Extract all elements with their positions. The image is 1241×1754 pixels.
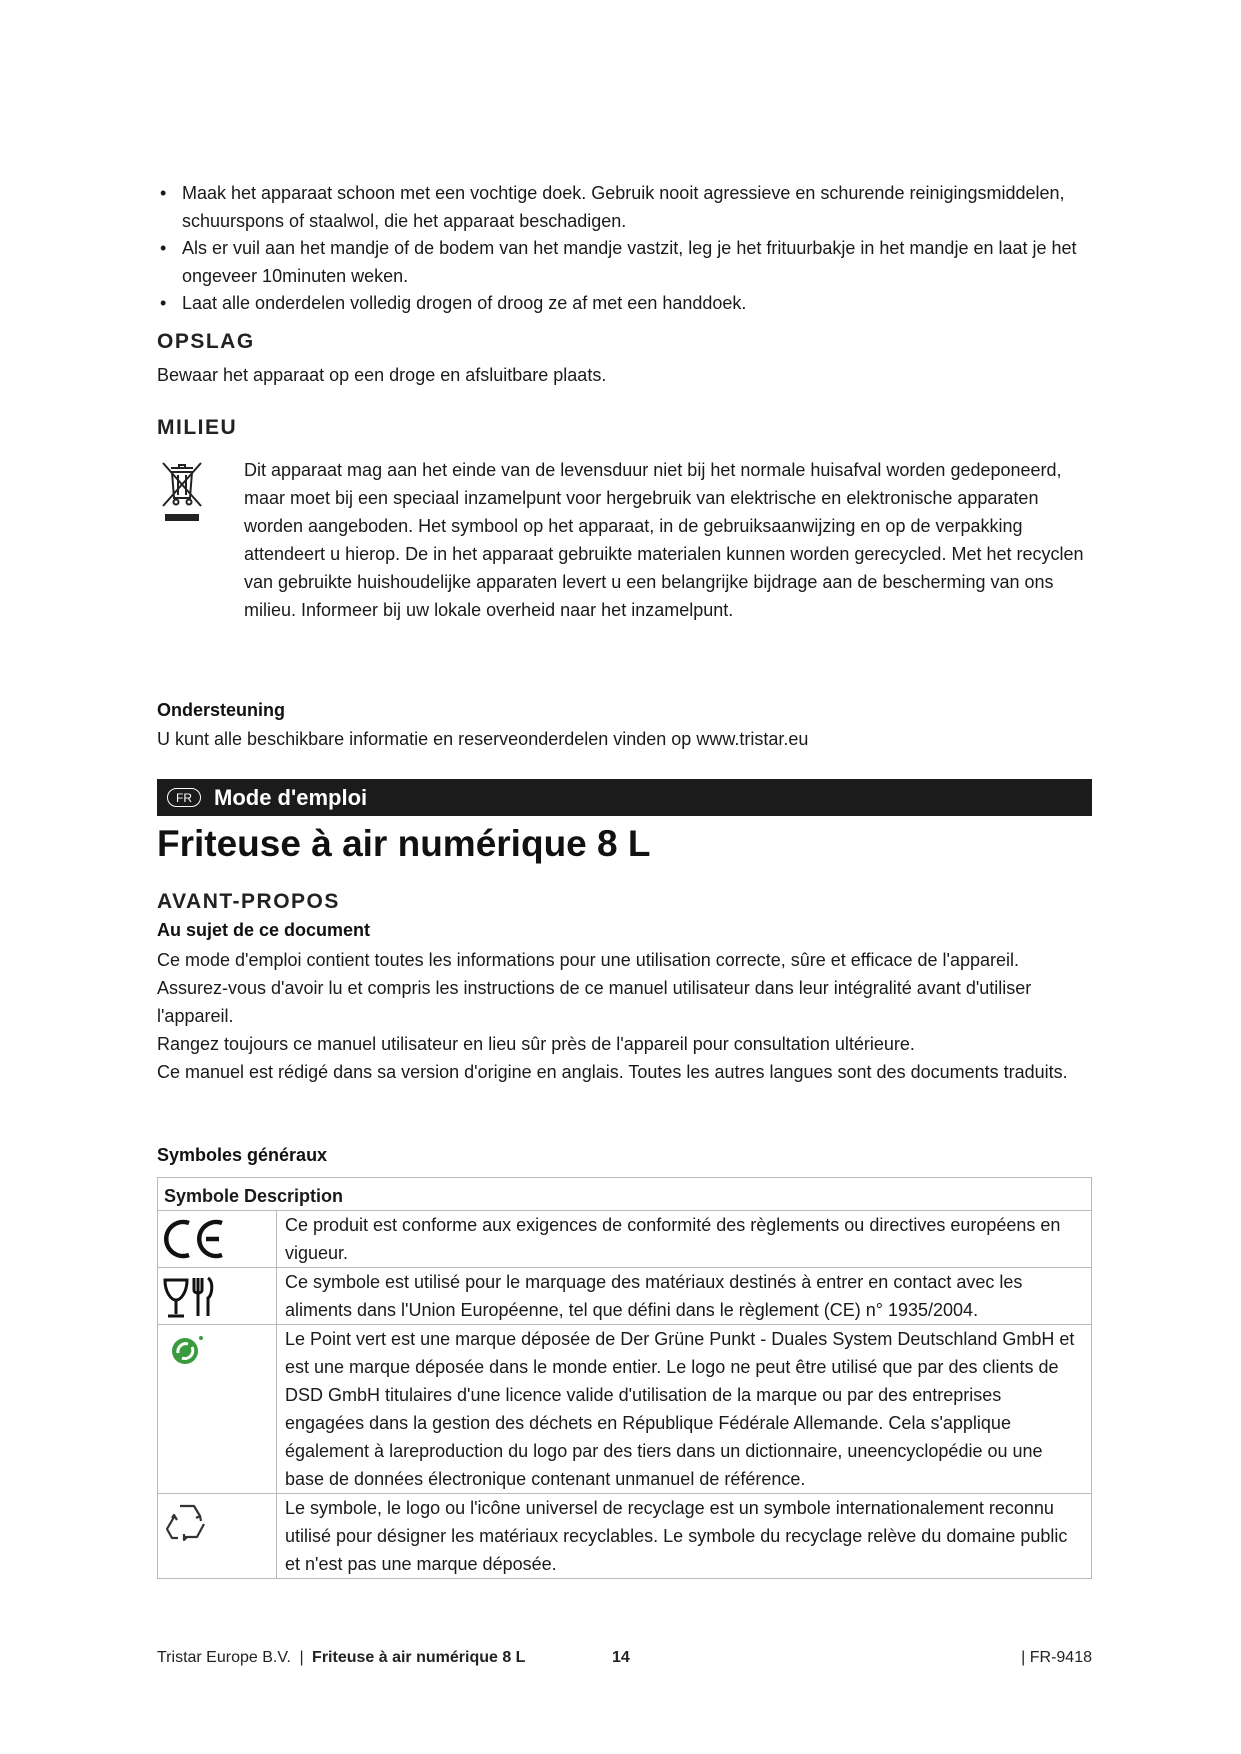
milieu-text: Dit apparaat mag aan het einde van de levensduur niet bij het normale huisafval worden gedeponeerd, maar moet bij een speciaal inzamelpunt voor hergebruik van elektrische en elektronische apparaten worden aangeboden. Het symbool op het apparaat, in de gebruiksaanwijzing en op de verpakking attendeert u hierop. De in het apparaat gebruikte materialen kunnen worden gerecycled. Met het recyclen van gebruikte huishoudelijke apparaten levert u een belangrijke bijdrage aan de bescherming van ons milieu. Informeer bij uw lokale overheid naar het inzamelpunt. (244, 460, 1084, 620)
cleaning-bullet-list (157, 180, 1092, 318)
symbol-cell (158, 1268, 277, 1325)
paragraph: Ce manuel est rédigé dans sa version d'origine en anglais. Toutes les autres langues sont des documents traduits. (157, 1062, 1068, 1082)
footer-left (157, 1648, 525, 1668)
support-text: U kunt alle beschikbare informatie en reserveonderdelen vinden op www.tristar.eu (157, 729, 809, 749)
description-cell: Ce symbole est utilisé pour le marquage des matériaux destinés à entrer en contact avec les aliments dans l'Union Européenne, tel que défini dans le règlement (CE) n° 1935/2004. (277, 1268, 1092, 1325)
language-badge: FR (167, 788, 201, 807)
avant-propos-body (157, 946, 1092, 1086)
opslag-heading: OPSLAG (157, 330, 255, 353)
footer-model: | FR-9418 (1021, 1649, 1092, 1666)
table-row (158, 1325, 1092, 1494)
support-heading: Ondersteuning (157, 700, 286, 720)
table-row (158, 1268, 1092, 1325)
table-row (158, 1211, 1092, 1268)
symbol-cell (158, 1325, 277, 1494)
list-item: • Als er vuil aan het mandje of de bodem van het mandje vastzit, leg je het frituurbakje in het mandje en laat je het ongeveer 10minuten weken. (157, 235, 1092, 290)
paragraph: Rangez toujours ce manuel utilisateur en lieu sûr près de l'appareil pour consultation ultérieure. (157, 1034, 915, 1054)
page-number: 14 (612, 1649, 630, 1666)
opslag-text: Bewaar het apparaat op een droge en afsluitbare plaats. (157, 365, 607, 385)
document-subheading: Au sujet de ce document (157, 920, 371, 940)
table-header: Symbole Description (158, 1178, 1092, 1211)
symbol-cell (158, 1211, 277, 1268)
weee-crossed-bin-icon (161, 460, 203, 522)
list-item: • Laat alle onderdelen volledig drogen of droog ze af met een handdoek. (157, 290, 1092, 318)
ce-mark-icon (162, 1217, 226, 1261)
description-cell: Le symbole, le logo ou l'icône universel de recyclage est un symbole internationalement reconnu utilisé pour désigner les matériaux recyclables. Le symbole du recyclage relève du domaine public et n'est pas une marque déposée. (277, 1494, 1092, 1579)
list-item: • Maak het apparaat schoon met een vochtige doek. Gebruik nooit agressieve en schurende reinigingsmiddelen, schuurspons of staalwol, die het apparaat beschadigen. (157, 180, 1092, 235)
symbol-cell (158, 1494, 277, 1579)
description-cell: Ce produit est conforme aux exigences de conformité des règlements ou directives européens en vigueur. (277, 1211, 1092, 1268)
page-title: Friteuse à air numérique 8 L (157, 823, 651, 864)
footer-separator: | (299, 1649, 304, 1666)
footer-product: Friteuse à air numérique 8 L (312, 1649, 526, 1666)
symbols-heading: Symboles généraux (157, 1145, 328, 1165)
table-header-row (158, 1178, 1092, 1211)
food-contact-icon (162, 1274, 214, 1320)
description-cell: Le Point vert est une marque déposée de Der Grüne Punkt - Duales System Deutschland GmbH et est une marque déposée dans le monde entier. Le logo ne peut être utilisé que par des clients de DSD GmbH titulaires d'une licence valide d'utilisation de la marque ou par des entreprises engagées dans la gestion des déchets en République Fédérale Allemande. Cela s'applique également à lareproduction du logo par des tiers dans un dictionnaire, uneencyclopédie ou une base de données électronique contenant unmanuel de référence. (277, 1325, 1092, 1494)
language-banner (157, 779, 1092, 816)
table-row (158, 1494, 1092, 1579)
milieu-heading: MILIEU (157, 416, 238, 439)
paragraph: Ce mode d'emploi contient toutes les informations pour une utilisation correcte, sûre et efficace de l'appareil. Assurez-vous d'avoir lu et compris les instructions de ce manuel utilisateur dans leur intégralité avant d'utiliser l'appareil. (157, 950, 1032, 1026)
recycle-icon (166, 1502, 208, 1542)
green-dot-icon (170, 1333, 206, 1367)
avant-propos-heading: AVANT-PROPOS (157, 890, 340, 913)
symbols-table (157, 1177, 1092, 1579)
banner-title: Mode d'emploi (214, 785, 368, 810)
footer-company: Tristar Europe B.V. (157, 1649, 291, 1666)
